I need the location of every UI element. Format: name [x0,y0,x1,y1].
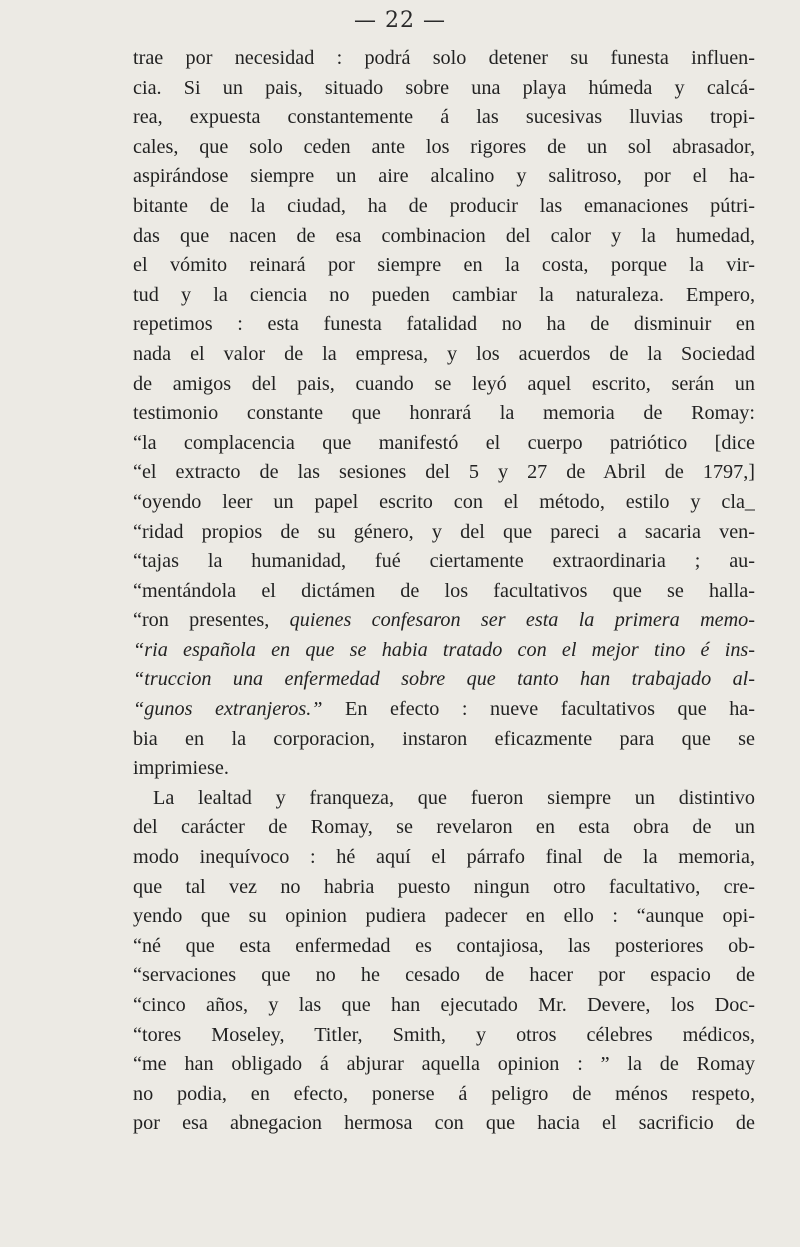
line-text: de amigos del pais, cuando se leyó aquel escrito, serán un [133,372,755,395]
text-line [133,251,755,281]
line-text: “la complacencia que manifestó el cuerpo patriótico [dice [133,431,755,454]
line-text: trae por necesidad : podrá solo detener su funesta influen- [133,47,755,69]
line-text: “mentándola el dictámen de los facultativos que se halla- [133,579,755,602]
line-text: no podia, en efecto, ponerse á peligro de ménos respeto, [133,1082,755,1105]
line-text: bitante de la ciudad, ha de producir las emanaciones pútri- [133,194,755,217]
line-italic-text: “ria española en que se habia tratado con el mejor tino é ins- [133,638,755,661]
line-text: “oyendo leer un papel escrito con el método, estilo y cla_ [133,490,755,513]
text-line [133,488,755,518]
line-text: yendo que su opinion pudiera padecer en ello : “aunque opi- [133,905,755,928]
line-text: que tal vez no habria puesto ningun otro facultativo, cre- [133,875,755,898]
page-number: — 22 — [354,8,446,33]
text-line [133,1080,755,1110]
text-line [133,695,755,725]
text-line [133,813,755,843]
body-text [133,44,755,1139]
line-text: nada el valor de la empresa, y los acuerdos de la Sociedad [133,342,755,365]
text-line [133,754,755,784]
text-line [133,281,755,311]
line-text: das que nacen de esa combinacion del calor y la humedad, [133,224,755,247]
line-text: “el extracto de las sesiones del 5 y 27 de Abril de 1797,] [133,461,755,484]
text-line [133,44,755,74]
text-line [133,665,755,695]
text-line [133,1021,755,1051]
text-line [133,458,755,488]
line-text: La lealtad y franqueza, que fueron siempre un distintivo [153,786,755,809]
text-line [133,606,755,636]
line-italic-text: “gunos extranjeros.” [133,698,323,721]
text-line [133,843,755,873]
text-line [133,74,755,104]
text-line [133,103,755,133]
line-text: “tores Moseley, Titler, Smith, y otros célebres médicos, [133,1023,755,1046]
line-text: cales, que solo ceden ante los rigores de un sol abrasador, [133,135,755,158]
line-text: “né que esta enfermedad es contajiosa, las posteriores ob- [133,934,755,957]
text-line [133,162,755,192]
line-text: imprimiese. [133,757,229,780]
line-text: “servaciones que no he cesado de hacer por espacio de [133,964,755,987]
line-text: modo inequívoco : hé aquí el párrafo final de la memoria, [133,846,755,869]
line-text: rea, expuesta constantemente á las sucesivas lluvias tropi- [133,106,755,129]
text-line [133,518,755,548]
text-line [133,429,755,459]
text-line [133,340,755,370]
line-text: “tajas la humanidad, fué ciertamente extraordinaria ; au- [133,550,755,573]
text-line [133,784,755,814]
line-text: bia en la corporacion, instaron eficazmente para que se [133,727,755,750]
text-line [133,577,755,607]
text-line [133,902,755,932]
line-text: repetimos : esta funesta fatalidad no ha de disminuir en [133,313,755,336]
line-text: “me han obligado á abjurar aquella opinion : ” la de Romay [133,1053,755,1076]
text-line [133,399,755,429]
line-text: el vómito reinará por siempre en la costa, porque la vir- [133,254,755,277]
text-line [133,1050,755,1080]
text-line [133,547,755,577]
text-line [133,991,755,1021]
text-line [133,370,755,400]
line-text: “cinco años, y las que han ejecutado Mr. Devere, los Doc- [133,994,755,1016]
line-text: “ridad propios de su género, y del que pareci a sacaria ven- [133,520,755,543]
line-text: por esa abnegacion hermosa con que hacia el sacrificio de [133,1112,755,1135]
text-line [133,192,755,222]
line-italic-text: quienes confesaron ser esta la primera memo- [289,609,755,632]
text-line [133,1109,755,1139]
line-italic-text: “truccion una enfermedad sobre que tanto han trabajado al- [133,668,755,691]
text-line [133,133,755,163]
line-text: “ron presentes, [133,609,290,632]
line-text: aspirándose siempre un aire alcalino y salitroso, por el ha- [133,165,755,188]
line-text: del carácter de Romay, se revelaron en esta obra de un [133,816,755,839]
text-line [133,873,755,903]
line-text: En efecto : nueve facultativos que ha- [322,698,755,721]
text-line [133,636,755,666]
text-line [133,310,755,340]
text-line [133,725,755,755]
line-text: testimonio constante que honrará la memoria de Romay: [133,402,755,425]
text-line [133,222,755,252]
text-line [133,932,755,962]
text-line [133,961,755,991]
line-text: tud y la ciencia no pueden cambiar la naturaleza. Empero, [133,283,755,306]
line-text: cia. Si un pais, situado sobre una playa húmeda y calcá- [133,76,755,99]
